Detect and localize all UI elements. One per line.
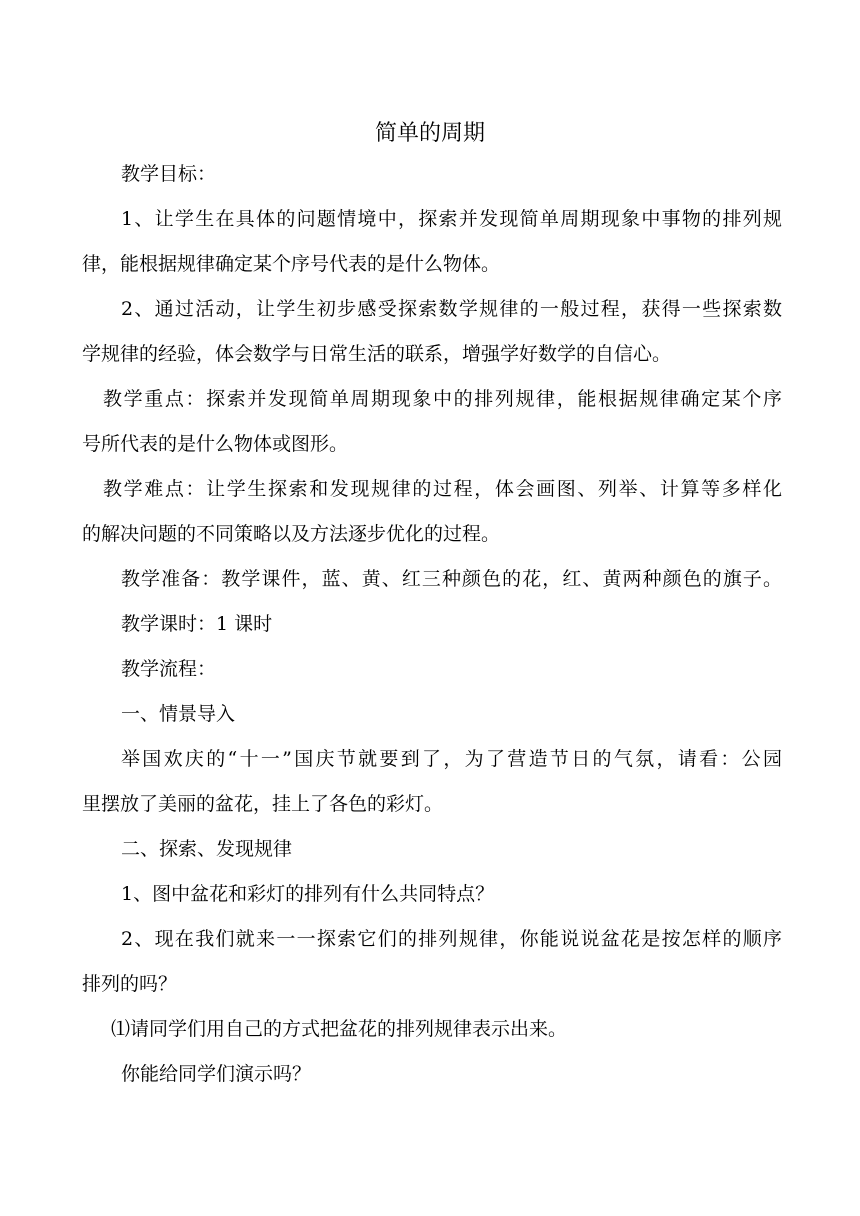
text-line: 举国欢庆的“十一”国庆节就要到了，为了营造节日的气氛，请看：公园 — [121, 748, 782, 770]
text-line: 律，能根据规律确定某个序号代表的是什么物体。 — [82, 253, 501, 275]
text-line: 教学难点：让学生探索和发现规律的过程，体会画图、列举、计算等多样化 — [103, 478, 782, 500]
text-line: 教学目标： — [121, 163, 217, 185]
text-line: 学规律的经验，体会数学与日常生活的联系，增强学好数学的自信心。 — [82, 343, 672, 365]
text-line: 号所代表的是什么物体或图形。 — [82, 433, 349, 455]
text-line: 二、探索、发现规律 — [121, 838, 293, 860]
text-line: 教学重点：探索并发现简单周期现象中的排列规律，能根据规律确定某个序 — [103, 388, 782, 410]
text-line: 1、让学生在具体的问题情境中，探索并发现简单周期现象中事物的排列规 — [121, 208, 782, 230]
document-title: 简单的周期 — [374, 121, 485, 146]
text-line: 2、现在我们就来一一探索它们的排列规律，你能说说盆花是按怎样的顺序 — [121, 928, 782, 950]
text-line: 排列的吗？ — [82, 973, 178, 995]
text-line: 你能给同学们演示吗？ — [121, 1063, 312, 1085]
text-line: 教学准备：教学课件，蓝、黄、红三种颜色的花，红、黄两种颜色的旗子。 — [121, 568, 782, 590]
text-line: ⑴请同学们用自己的方式把盆花的排列规律表示出来。 — [111, 1018, 568, 1040]
text-line: 1、图中盆花和彩灯的排列有什么共同特点？ — [121, 883, 495, 905]
text-line: 的解决问题的不同策略以及方法逐步优化的过程。 — [82, 523, 501, 545]
text-line: 教学课时：1 课时 — [121, 613, 273, 635]
text-line: 教学流程： — [121, 658, 217, 680]
text-line: 2、通过活动，让学生初步感受探索数学规律的一般过程，获得一些探索数 — [121, 298, 782, 320]
text-line: 一、情景导入 — [121, 703, 236, 725]
text-line: 里摆放了美丽的盆花，挂上了各色的彩灯。 — [82, 793, 444, 815]
